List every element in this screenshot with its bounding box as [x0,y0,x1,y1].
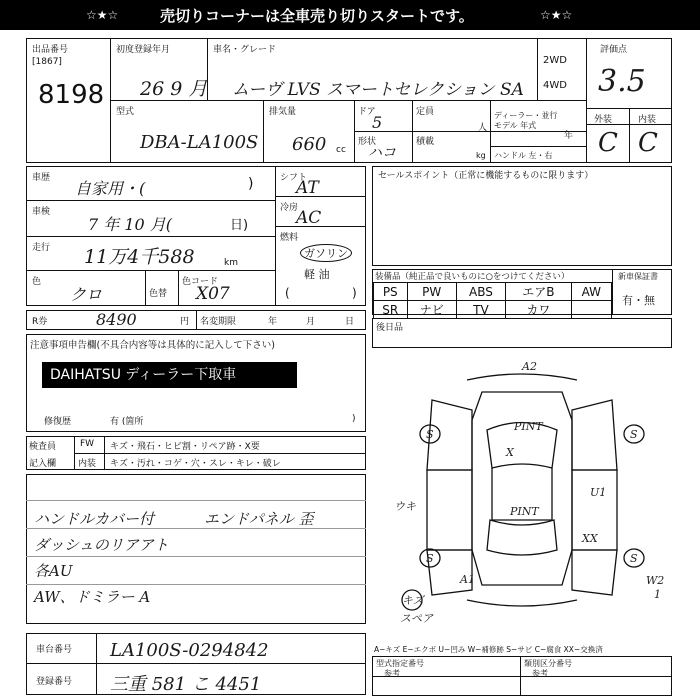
equip-pw: PW [407,283,456,301]
after-items-block [372,318,672,348]
disp-unit: cc [336,145,346,155]
shift: AT [296,178,319,198]
sales-label: セールスポイント（正常に機能するものに限ります） [378,171,594,181]
notice-label: 注意事項申告欄(不具合内容等は具体的に記入して下さい) [30,340,275,351]
equip-sr: SR [374,301,408,319]
ext-grade: C [598,128,618,158]
form2-label: 類別区分番号 [524,659,572,668]
color-code: X07 [196,284,230,304]
mark-s2: S [426,552,434,565]
history: 自家用・( [75,179,146,198]
form2-sub: 参考 [532,669,548,678]
car-damage-diagram [372,350,672,640]
chassis-label: 車台番号 [36,645,73,655]
reg: 三重 581 こ 4451 [110,674,262,695]
dealer-label: ディーラー・並行 [494,111,558,120]
sales-point-block [372,166,672,266]
doors: 5 [372,113,383,132]
right-rear-quarter [572,550,617,595]
first-reg-label: 初度登録年月 [116,45,171,55]
mark-s4: S [630,552,638,565]
deadline-m: 月 [306,317,316,327]
fuel-other-end: ) [352,286,357,300]
mark-s3: S [630,428,638,441]
rear-bumper [467,600,577,606]
warranty-label: 新車保証書 [618,272,658,281]
cap-unit: 人 [478,123,488,133]
km-unit: km [224,258,238,268]
mark-a1: A1 [460,573,475,586]
mark-spare: スペア [400,612,433,625]
drive-2wd: 2WD [543,55,567,66]
model-label: 型式 [116,107,135,117]
load-unit: kg [476,151,486,160]
mileage-label: 走行 [32,243,51,253]
load-label: 積載 [416,137,435,147]
warranty-vals: 有・無 [622,294,655,307]
shaken: 7 年 10 月( [88,215,173,234]
score: 3.5 [598,64,646,99]
name-label: 車名・グレード [213,45,277,55]
fw-items: キズ・飛石・ヒビ割・リペア跡・X要 [110,442,260,452]
model: DBA-LA100S [140,132,259,153]
mileage: 11万4千588 [84,246,195,268]
int-items: キズ・汚れ・コゲ・穴・スレ・キレ・破レ [110,459,281,469]
body-label: 形状 [358,137,377,147]
int-label-row: 内装 [78,459,97,469]
cap-label: 定員 [416,107,435,117]
mark-s1: S [426,428,434,441]
equip-abs: ABS [456,283,505,301]
fuel-label: 燃料 [280,233,299,243]
left-front-fender [427,400,472,470]
deadline-d: 日 [345,317,355,327]
chassis: LA100S-0294842 [110,640,269,661]
mark-pint1: PINT [514,420,543,433]
int-grade: C [638,128,658,158]
note-4: AW、ドミラー A [34,588,151,606]
mark-pint2: PINT [510,505,539,518]
model-year-label: モデル 年式 [494,121,537,130]
recycle: 8490 [96,310,137,329]
damage-legend: A−キズ E−エクボ U−凹み W−補修跡 S−サビ C−腐食 XX−交換済 [374,645,603,654]
repair-value: 有 (箇所 [110,417,144,427]
equip-tv: TV [456,301,505,319]
shift-label: シフト [280,173,308,183]
yen: 円 [180,317,190,327]
shaken-end: 日) [230,218,249,233]
mark-x: X [506,446,514,459]
front-bumper [467,374,577,380]
deadline-y: 年 [268,317,278,327]
shaken-label: 車検 [32,207,51,217]
equip-label: 装備品（純正品で良いものに○をつけてください） [375,272,570,282]
repair-label: 修復歴 [44,417,72,427]
color: クロ [70,285,103,304]
doors-label: ドア [358,107,376,117]
left-doors [427,470,472,550]
equip-aw: AW [571,283,611,301]
mark-1: 1 [654,588,661,601]
first-reg: 26 9 月 [140,78,208,100]
lot-label: 出品番号 [32,45,69,55]
form1-label: 型式指定番号 [376,659,424,668]
ext-label: 外装 [594,115,613,125]
note-2: ダッシュのリアアト [34,536,169,554]
handle-label: ハンドル 左・右 [494,151,553,160]
fuel-diesel: 軽 油 [304,268,330,281]
mark-xx: XX [582,532,598,545]
repair-end: ) [352,414,356,424]
lot-number: 8198 [38,80,105,110]
recolor-label: 色替 [149,289,168,299]
ac: AC [296,208,322,228]
note-1: ハンドルカバー付 [34,510,155,528]
equipment-table [373,282,612,319]
history-end: ) [248,176,254,192]
year-unit: 年 [564,131,574,141]
reg-label: 登録番号 [36,677,73,687]
banner-stars-left: ☆★☆ [86,8,119,22]
drive-4wd: 4WD [543,80,567,91]
history-label: 車歴 [32,173,51,183]
inspector-label1: 検査員 [29,442,57,452]
mark-uki: ウキ [394,500,416,513]
body: ハコ [368,145,396,161]
equip-navi: ナビ [407,301,456,319]
lot-sub: [1867] [32,57,62,67]
rear-window [487,520,557,555]
banner-stars-right: ☆★☆ [540,8,573,22]
recycle-label: R券 [32,317,48,327]
fw-label: FW [80,439,95,449]
after-label: 後日品 [376,323,404,333]
car-name: ムーヴ LVS スマートセレクション SA [232,80,524,100]
note-right: エンドパネル 歪 [204,510,314,528]
mark-a2: A2 [522,360,537,373]
equip-airbag: エアB [506,283,572,301]
color-code-label: 色コード [182,277,219,287]
fuel-gasoline: ガソリン [300,244,352,262]
form1-sub: 参考 [384,669,400,678]
notice-text: DAIHATSU ディーラー下取車 [42,362,297,388]
mark-u1: U1 [590,486,607,499]
equip-ps: PS [374,283,408,301]
mark-w2: W2 [646,574,665,587]
banner-text: 売切りコーナーは全車売り切りスタートです。 [160,7,474,25]
right-front-fender [572,400,617,470]
equip-leather: カワ [506,301,572,319]
top-banner [0,0,700,30]
mark-kizu: キズ [402,594,424,607]
note-3: 各AU [34,562,73,580]
disp: 660 [292,134,327,155]
ac-label: 冷房 [280,203,299,213]
fuel-other: ( [285,286,290,300]
int-label: 内装 [638,115,657,125]
score-label: 評価点 [600,45,628,55]
color-label: 色 [32,277,42,287]
deadline-label: 名変期限 [200,317,237,327]
inspector-label2: 記入欄 [29,459,57,469]
disp-label: 排気量 [269,107,297,117]
